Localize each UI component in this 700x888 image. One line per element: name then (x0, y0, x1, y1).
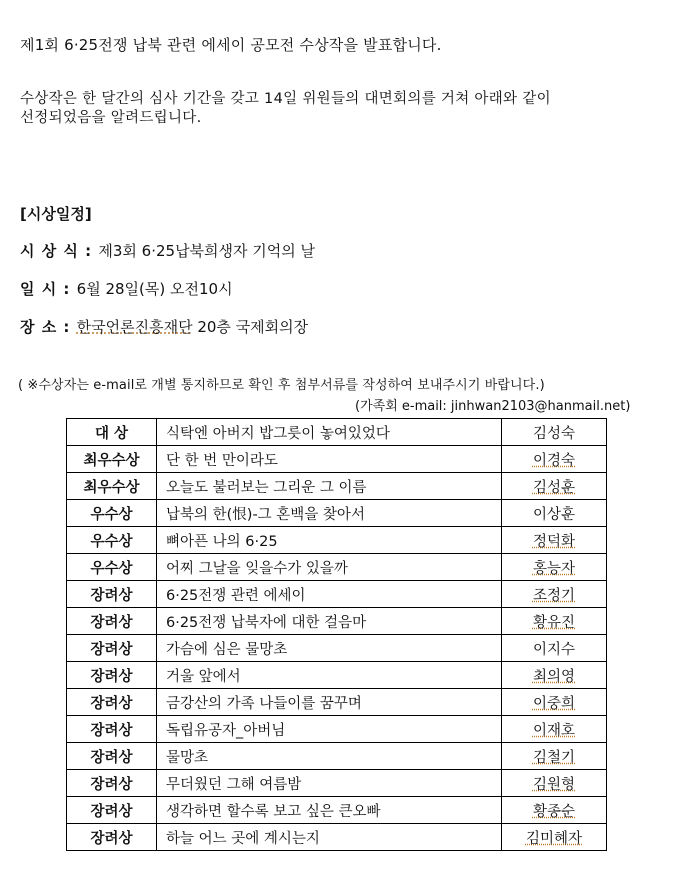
essay-title: 가슴에 심은 물망초 (157, 635, 502, 662)
announcement-text: 제1회 6·25전쟁 납북 관련 에세이 공모전 수상작을 발표합니다. (20, 36, 442, 54)
award-category: 장려상 (67, 716, 157, 743)
event-value: 제3회 6·25납북희생자 기억의 날 (98, 242, 316, 260)
essay-title: 뼈아픈 나의 6·25 (157, 527, 502, 554)
schedule-event-row (20, 240, 315, 261)
winner-name: 이지수 (532, 641, 576, 658)
winner-name: 정덕화 (532, 533, 576, 550)
intro-line-2: 선정되었음을 알려드립니다. (20, 110, 202, 126)
winner-name-cell (502, 716, 607, 743)
awards-table (66, 418, 607, 851)
award-row (67, 581, 607, 608)
awards-table-body (67, 419, 607, 851)
place-label: 장 소 (20, 318, 58, 336)
award-category: 장려상 (67, 581, 157, 608)
essay-title: 금강산의 가족 나들이를 꿈꾸며 (157, 689, 502, 716)
place-colon: : (57, 318, 77, 336)
winner-name: 황종순 (532, 803, 576, 820)
award-category: 장려상 (67, 797, 157, 824)
essay-title: 생각하면 할수록 보고 싶은 큰오빠 (157, 797, 502, 824)
winner-name-cell (502, 608, 607, 635)
winner-name: 최의영 (532, 668, 576, 685)
winner-name-cell (502, 743, 607, 770)
intro-line-1: 수상작은 한 달간의 심사 기간을 갖고 14일 위원들의 대면회의를 거쳐 아래와 같이 (20, 91, 551, 107)
place-rest: 20층 국제회의장 (192, 318, 309, 336)
award-row (67, 635, 607, 662)
winner-name-cell (502, 500, 607, 527)
winner-name: 김성훈 (532, 479, 576, 496)
award-category: 우수상 (67, 554, 157, 581)
award-row (67, 770, 607, 797)
essay-title: 오늘도 불러보는 그리운 그 이름 (157, 473, 502, 500)
winner-name: 홍능자 (532, 560, 576, 577)
schedule-place-row (20, 316, 308, 337)
award-row (67, 500, 607, 527)
winner-name-cell (502, 662, 607, 689)
award-category: 장려상 (67, 689, 157, 716)
winner-name-cell (502, 473, 607, 500)
award-row (67, 662, 607, 689)
winner-name: 이재호 (532, 722, 576, 739)
winner-name: 김철기 (532, 749, 576, 766)
winner-name-cell (502, 419, 607, 446)
essay-title: 독립유공자_아버님 (157, 716, 502, 743)
winner-name: 이경숙 (532, 452, 576, 469)
award-category: 장려상 (67, 770, 157, 797)
winner-name-cell (502, 689, 607, 716)
winner-name-cell (502, 770, 607, 797)
date-label: 일 시 (20, 280, 58, 298)
winner-name-cell (502, 635, 607, 662)
winner-name: 김미혜자 (525, 830, 583, 847)
winner-name-cell (502, 527, 607, 554)
award-row (67, 743, 607, 770)
winner-name: 조정기 (532, 587, 576, 604)
winner-name: 이중희 (532, 695, 576, 712)
essay-title: 6·25전쟁 관련 에세이 (157, 581, 502, 608)
award-row (67, 446, 607, 473)
essay-title: 단 한 번 만이라도 (157, 446, 502, 473)
award-category: 최우수상 (67, 473, 157, 500)
winner-name-cell (502, 446, 607, 473)
award-category: 우수상 (67, 527, 157, 554)
award-category: 장려상 (67, 743, 157, 770)
essay-title: 6·25전쟁 납북자에 대한 걸음마 (157, 608, 502, 635)
essay-title: 식탁엔 아버지 밥그릇이 놓여있었다 (157, 419, 502, 446)
notice-line-1: ( ※수상자는 e-mail로 개별 통지하므로 확인 후 첨부서류를 작성하여 보내주시기 바랍니다.) (18, 378, 545, 393)
award-row (67, 824, 607, 851)
winner-name-cell (502, 797, 607, 824)
award-row (67, 716, 607, 743)
event-label: 시 상 식 (20, 242, 79, 260)
winner-name: 이상훈 (532, 506, 576, 523)
award-row (67, 689, 607, 716)
essay-title: 하늘 어느 곳에 계시는지 (157, 824, 502, 851)
date-value: 6월 28일(목) 오전10시 (76, 280, 233, 298)
event-colon: : (78, 242, 99, 260)
award-category: 우수상 (67, 500, 157, 527)
award-category: 장려상 (67, 608, 157, 635)
essay-title: 무더웠던 그해 여름밤 (157, 770, 502, 797)
award-row (67, 473, 607, 500)
winner-name: 황유진 (532, 614, 576, 631)
essay-title: 거울 앞에서 (157, 662, 502, 689)
award-category: 장려상 (67, 662, 157, 689)
award-row (67, 419, 607, 446)
award-category: 최우수상 (67, 446, 157, 473)
essay-title: 어찌 그날을 잊을수가 있을까 (157, 554, 502, 581)
winner-name: 김성숙 (532, 425, 576, 442)
award-row (67, 608, 607, 635)
essay-title: 납북의 한(恨)-그 혼백을 찾아서 (157, 500, 502, 527)
date-colon: : (57, 280, 77, 298)
notice-line-2: (가족회 e-mail: jinhwan2103@hanmail.net) (355, 399, 631, 414)
winner-name-cell (502, 554, 607, 581)
award-category: 대 상 (67, 419, 157, 446)
award-row (67, 797, 607, 824)
schedule-heading: [시상일정] (20, 205, 92, 223)
essay-title: 물망초 (157, 743, 502, 770)
winner-name: 김원형 (532, 776, 576, 793)
schedule-date-row (20, 278, 233, 299)
award-row (67, 554, 607, 581)
award-category: 장려상 (67, 824, 157, 851)
winner-name-cell (502, 581, 607, 608)
winner-name-cell (502, 824, 607, 851)
intro-paragraph (20, 90, 551, 128)
place-venue: 한국언론진흥재단 (76, 318, 193, 336)
award-category: 장려상 (67, 635, 157, 662)
award-row (67, 527, 607, 554)
